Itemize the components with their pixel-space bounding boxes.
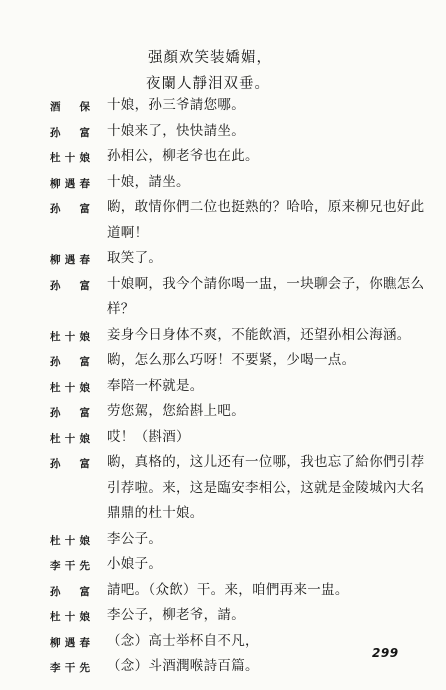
dialogue-text: 李公子。 (107, 530, 163, 547)
dialogue-line (0, 453, 446, 530)
verse-line: 夜闌人靜泪双垂。 (146, 76, 270, 92)
dialogue-text: 十娘，孙三爷請您哪。 (107, 97, 245, 113)
speaker-name: 李干先 (50, 662, 90, 674)
speaker-name: 柳遇春 (50, 177, 90, 190)
dialogue-text: 十娘来了，快快請坐。 (107, 122, 245, 139)
dialogue-text: 孙相公，柳老爷也在此。 (107, 148, 259, 164)
dialogue-text: 妾身今日身体不爽，不能飲酒，还望孙相公海涵。 (107, 326, 411, 343)
dialogue-text: 哎！（斟酒） (107, 428, 190, 445)
speaker-name: 杜十娘 (50, 432, 90, 445)
dialogue-text: 請吧。（众飲）干。来，咱們再来一盅。 (107, 581, 349, 598)
dialogue-text: 喲，敢情你們二位也挺熟的？哈哈，原来柳兄也好此道啊！ (107, 199, 425, 241)
speaker-name: 柳遇春 (50, 254, 90, 266)
dialogue-text: 喲，怎么那么巧呀！不要紧，少喝一点。 (107, 352, 356, 368)
speaker-name: 杜十娘 (50, 611, 90, 623)
dialogue-text: 劳您駕，您給斟上吧。 (107, 403, 245, 419)
speaker-name: 杜十娘 (50, 152, 90, 164)
speaker-name: 孙 富 (50, 279, 90, 292)
dialogue-line (0, 198, 446, 249)
speaker-name: 孙 富 (50, 126, 90, 139)
speaker-name: 杜十娘 (50, 381, 90, 394)
speaker-name: 孙 富 (50, 203, 90, 215)
speaker-name: 孙 富 (50, 356, 90, 368)
dialogue-text: 小娘子。 (107, 556, 163, 572)
dialogue-text: 十娘啊，我今个請你喝一盅，一块聊会子，你瞧怎么样？ (107, 275, 425, 317)
page-number: 299 (372, 646, 399, 660)
dialogue-text: 取笑了。 (107, 250, 163, 266)
speaker-name: 孙 富 (50, 585, 90, 598)
dialogue-text: 喲，真格的，这儿还有一位哪，我也忘了給你們引荐引荐啦。来，这是臨安李相公，这就是金陵城內大名鼎鼎的杜十娘。 (107, 454, 425, 521)
dialogue-text: 十娘，請坐。 (107, 173, 190, 190)
dialogue-line (0, 657, 446, 683)
speaker-name: 杜十娘 (50, 330, 90, 343)
dialogue-text: 奉陪一杯就是。 (107, 377, 204, 394)
speaker-name: 杜十娘 (50, 534, 90, 547)
dialogue-line (0, 275, 446, 326)
dialogue-text: （念）高士举杯自不凡， (107, 632, 259, 649)
speaker-name: 孙 富 (50, 407, 90, 419)
verse-line: 强顏欢笑装嬌媚， (148, 50, 272, 66)
speaker-name: 柳遇春 (50, 636, 90, 649)
speaker-name: 李干先 (50, 560, 90, 572)
speaker-name: 孙 富 (50, 458, 90, 470)
dialogue-text: （念）斗酒潤喉詩百篇。 (107, 658, 259, 674)
speaker-name: 酒 保 (50, 101, 90, 113)
dialogue-text: 李公子，柳老爷，請。 (107, 607, 245, 623)
dialogue (0, 96, 446, 683)
